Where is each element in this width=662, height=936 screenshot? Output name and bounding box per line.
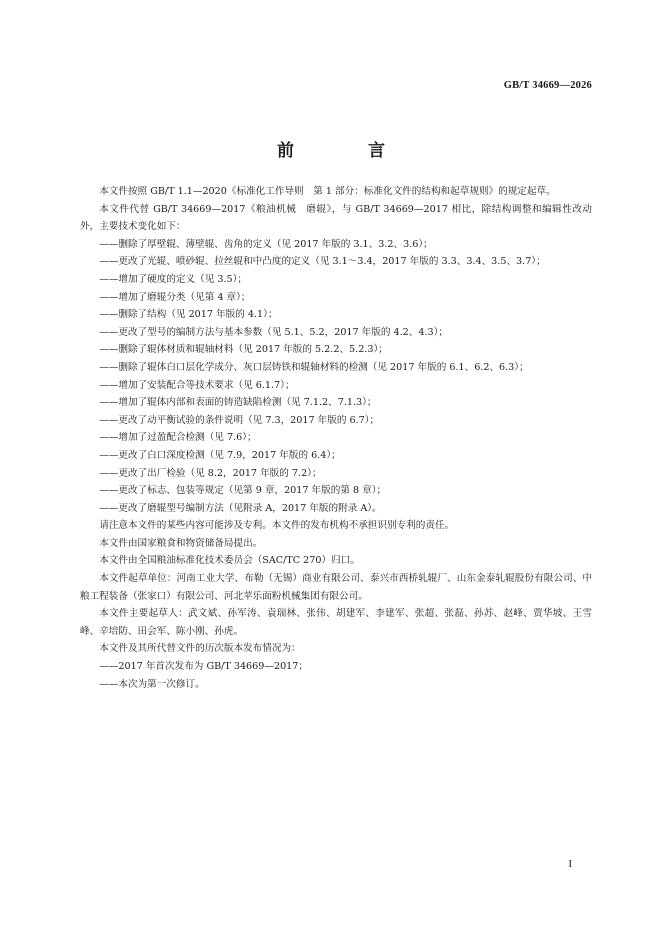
committee-statement: 本文件由全国粮油标准化技术委员会（SAC/TC 270）归口。: [99, 555, 360, 567]
change-item: ——更改了型号的编制方法与基本参数（见 5.1、5.2，2017 年版的 4.2、4.3）；: [99, 326, 449, 338]
standard-code: GB/T 34669—2026: [503, 80, 592, 91]
change-item: ——增加了辊体内部和表面的铸造缺陷检测（见 7.1.2、7.1.3）；: [99, 397, 377, 409]
patent-notice: 请注意本文件的某些内容可能涉及专利。本文件的发布机构不承担识别专利的责任。: [99, 520, 455, 532]
change-item: ——更改了白口深度检测（见 7.9，2017 年版的 6.4）；: [99, 449, 341, 461]
drafters: 本文件主要起草人：武文斌、孙军涛、袁瑞林、张伟、胡建军、李建军、张超、张磊、孙苏、赵峰、贾华坡、王雪峰、辛培防、田会军、陈小刚、孙虎。: [80, 608, 592, 637]
change-item: ——删除了厚壁辊、薄壁辊、齿角的定义（见 2017 年版的 3.1、3.2、3.6）；: [99, 238, 433, 250]
change-item: ——增加了硬度的定义（见 3.5）；: [99, 273, 248, 285]
change-item: ——删除了结构（见 2017 年版的 4.1）；: [99, 309, 278, 321]
intro-paragraph: 本文件代替 GB/T 34669—2017《粮油机械 磨辊》，与 GB/T 34669—2017 相比，除结构调整和编辑性改动外，主要技术变化如下：: [80, 203, 592, 233]
history-item: ——本次为第一次修订。: [99, 678, 205, 690]
drafting-units: 本文件起草单位：河南工业大学、布勒（无锡）商业有限公司、泰兴市西桥轧辊厂、山东金泰轧辊股份有限公司、中粮工程装备（张家口）有限公司、河北苹乐面粉机械集团有限公司。: [80, 573, 592, 602]
page-number: I: [568, 858, 572, 870]
history-intro: 本文件及其所代替文件的历次版本发布情况为：: [99, 643, 301, 655]
foreword-body: [80, 183, 592, 693]
intro-paragraph: 本文件按照 GB/T 1.1—2020《标准化工作导则 第 1 部分：标准化文件的结构和起草规则》的规定起草。: [99, 186, 556, 197]
page-title: 前 言: [277, 141, 419, 161]
history-item: ——2017 年首次发布为 GB/T 34669—2017；: [99, 661, 308, 673]
change-item: ——增加了安装配合等技术要求（见 6.1.7）；: [99, 379, 295, 391]
change-item: ——增加了过盈配合检测（见 7.6）；: [99, 432, 257, 444]
change-item: ——删除了辊体白口层化学成分、灰口层铸铁和辊轴材料的检测（见 2017 年版的 6.1、6.2、6.3）；: [99, 361, 529, 373]
proposer-statement: 本文件由国家粮食和物资储备局提出。: [99, 537, 263, 549]
change-item: ——更改了出厂检验（见 8.2，2017 年版的 7.2）；: [99, 467, 322, 479]
change-item: ——更改了标志、包装等规定（见第 9 章，2017 年版的第 8 章）；: [99, 485, 387, 497]
change-item: ——更改了光辊、喷砂辊、拉丝辊和中凸度的定义（见 3.1～3.4，2017 年版的 3.3、3.4、3.5、3.7）；: [99, 256, 546, 268]
change-item: ——增加了磨辊分类（见第 4 章）；: [99, 291, 251, 303]
change-item: ——删除了辊体材质和辊轴材料（见 2017 年版的 5.2.2、5.2.3）；: [99, 344, 388, 356]
change-item: ——更改了磨辊型号编制方法（见附录 A，2017 年版的附录 A）。: [99, 502, 382, 514]
change-item: ——更改了动平衡试验的条件说明（见 7.3，2017 年版的 6.7）；: [99, 414, 380, 426]
